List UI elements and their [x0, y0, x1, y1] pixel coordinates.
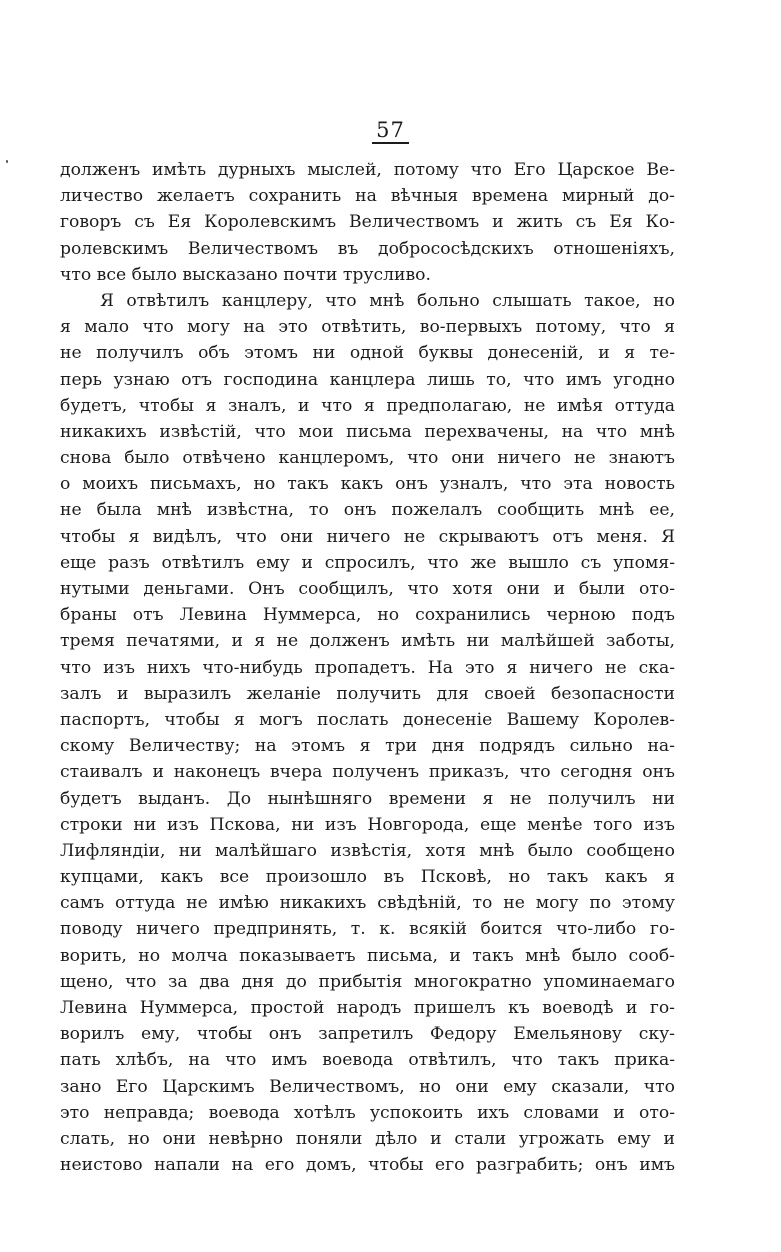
- text-line: слать, но они невѣрно поняли дѣло и стали угрожать ему и: [60, 1128, 675, 1149]
- text-line: не получилъ объ этомъ ни одной буквы донесеній, и я те-: [60, 343, 675, 364]
- text-line: пать хлѣбъ, на что имъ воевода отвѣтилъ, что такъ прика-: [60, 1050, 675, 1071]
- text-line: что изъ нихъ что-нибудь пропадетъ. На это я ничего не ска-: [60, 657, 675, 678]
- page-number-text: 57: [372, 118, 409, 144]
- text-line: ролевскимъ Величествомъ въ добрососѣдскихъ отношеніяхъ,: [60, 238, 675, 259]
- text-line: Левина Нуммерса, простой народъ пришелъ къ воеводѣ и го-: [60, 998, 675, 1018]
- text-line: перь узнаю отъ господина канцлера лишь то, что имъ угодно: [60, 369, 675, 390]
- text-line: я мало что могу на это отвѣтить, во-первыхъ потому, что я: [60, 317, 675, 338]
- text-line: никакихъ извѣстій, что мои письма перехвачены, на что мнѣ: [60, 421, 675, 442]
- text-line: чтобы я видѣлъ, что они ничего не скрываютъ отъ меня. Я: [60, 526, 675, 547]
- text-line: еще разъ отвѣтилъ ему и спросилъ, что же вышло съ упомя-: [60, 552, 675, 573]
- text-line: щено, что за два дня до прибытія многократно упоминаемаго: [60, 971, 675, 992]
- text-line: нутыми деньгами. Онъ сообщилъ, что хотя они и были ото-: [60, 579, 675, 599]
- text-line: купцами, какъ все произошло въ Псковѣ, но такъ какъ я: [60, 867, 675, 888]
- text-line: неистово напали на его домъ, чтобы его разграбить; онъ имъ: [60, 1155, 675, 1176]
- text-line: скому Величеству; на этомъ я три дня подрядъ сильно на-: [60, 736, 675, 757]
- text-line: не была мнѣ извѣстна, то онъ пожелалъ сообщить мнѣ ее,: [60, 500, 675, 521]
- text-line: зано Его Царскимъ Величествомъ, но они ему сказали, что: [60, 1076, 675, 1097]
- text-line: будетъ, чтобы я зналъ, и что я предполагаю, не имѣя оттуда: [60, 395, 675, 416]
- body-text: [60, 157, 675, 1178]
- text-line: это неправда; воевода хотѣлъ успокоить ихъ словами и ото-: [60, 1102, 675, 1123]
- text-line: Лифляндіи, ни малѣйшаго извѣстія, хотя мнѣ было сообщено: [60, 840, 675, 861]
- scan-speck: [6, 160, 8, 163]
- text-line: стаивалъ и наконецъ вчера полученъ приказъ, что сегодня онъ: [60, 762, 675, 783]
- text-line: о моихъ письмахъ, но такъ какъ онъ узналъ, что эта новость: [60, 474, 675, 495]
- text-line: говоръ съ Ея Королевскимъ Величествомъ и жить съ Ея Ко-: [60, 212, 675, 233]
- text-line: снова было отвѣчено канцлеромъ, что они ничего не знаютъ: [60, 448, 675, 469]
- text-line: ворилъ ему, чтобы онъ запретилъ Федору Емельянову ску-: [60, 1024, 675, 1045]
- text-line: браны отъ Левина Нуммерса, но сохранились черною подъ: [60, 605, 675, 626]
- text-line: будетъ выданъ. До нынѣшняго времени я не получилъ ни: [60, 788, 675, 809]
- text-line: поводу ничего предпринять, т. к. всякій боится что-либо го-: [60, 919, 675, 940]
- text-line: личество желаетъ сохранить на вѣчныя времена мирный до-: [60, 186, 675, 207]
- text-line: Я отвѣтилъ канцлеру, что мнѣ больно слышать такое, но: [100, 290, 675, 311]
- text-line: залъ и выразилъ желаніе получить для своей безопасности: [60, 683, 675, 704]
- page-number: [0, 116, 781, 144]
- text-line: тремя печатями, и я не долженъ имѣть ни малѣйшей заботы,: [60, 631, 675, 652]
- text-line: паспортъ, чтобы я могъ послать донесеніе Вашему Королев-: [60, 709, 675, 730]
- text-line: ворить, но молча показываетъ письма, и такъ мнѣ было сооб-: [60, 945, 675, 966]
- text-line: самъ оттуда не имѣю никакихъ свѣдѣній, то не могу по этому: [60, 893, 675, 914]
- text-line: что все было высказано почти трусливо.: [60, 264, 431, 285]
- text-line: строки ни изъ Пскова, ни изъ Новгорода, еще менѣе того изъ: [60, 814, 675, 835]
- text-line: долженъ имѣть дурныхъ мыслей, потому что Его Царское Ве-: [60, 160, 675, 180]
